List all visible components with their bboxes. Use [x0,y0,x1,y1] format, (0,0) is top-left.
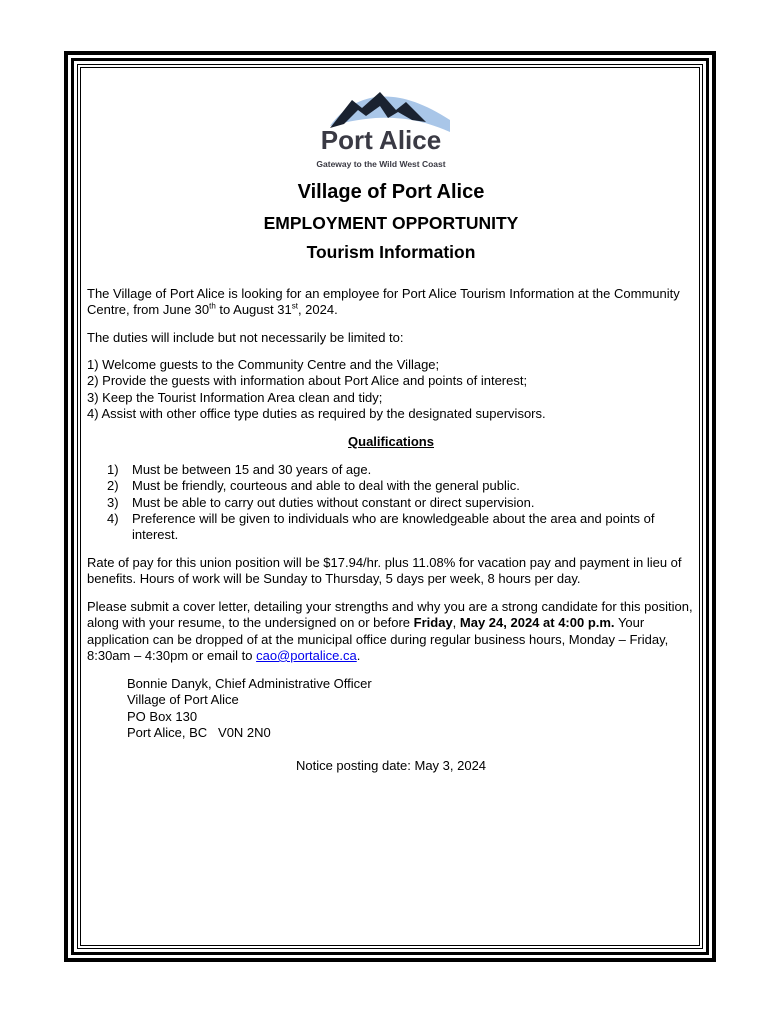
signature-line: Village of Port Alice [127,692,239,708]
email-link[interactable]: cao@portalice.ca [256,647,357,663]
list-item: 1) Must be between 15 and 30 years of age. [107,462,372,477]
qualifications-list [107,462,697,543]
signature-line: Port Alice, BC V0N 2N0 [127,724,271,740]
duties-intro: The duties will include but not necessarily be limited to: [87,330,404,345]
list-item: 2) Must be friendly, courteous and able to deal with the general public. [107,478,520,494]
pay-paragraph: Rate of pay for this union position will be $17.94/hr. plus 11.08% for vacation pay and payment in lieu of benefits. Hours of work will be Sunday to Thursday, 5 days per week, 8 hours per day. [87,555,682,587]
port-alice-logo [300,86,462,172]
signature-line: Bonnie Danyk, Chief Administrative Officer [127,676,372,691]
intro-paragraph: The Village of Port Alice is looking for an employee for Port Alice Tourism Information at the Community Centre, from June 30th to August 31st, 2024. [87,286,680,318]
page-title: Village of Port Alice [297,181,485,203]
logo-tagline: Gateway to the Wild West Coast [316,159,446,169]
signature-line: PO Box 130 [127,708,198,724]
page-subtitle: EMPLOYMENT OPPORTUNITY [263,213,519,233]
list-item: 4) Preference will be given to individuals who are knowledgeable about the area and points of interest. [107,510,655,543]
list-item: 3) Must be able to carry out duties without constant or direct supervision. [107,494,535,510]
qualifications-heading: Qualifications [348,434,434,449]
list-item: 4) Assist with other office type duties as required by the designated supervisors. [87,405,546,421]
apply-paragraph: Please submit a cover letter, detailing your strengths and why you are a strong candidate for this position, along with your resume, to the undersigned on or before Friday, May 24, 2024 at 4:00 p.m. Your application can be dropped of at the municipal office during regular business hours, Monday – Friday, 8:30am – 4:30pm or email to cao@portalice.ca. [87,599,693,663]
list-item: 3) Keep the Tourist Information Area clean and tidy; [87,389,383,405]
position-title: Tourism Information [306,242,476,262]
signature-block [127,676,372,741]
list-item: 2) Provide the guests with information about Port Alice and points of interest; [87,373,528,389]
notice-date: Notice posting date: May 3, 2024 [295,758,487,773]
duties-list [87,357,697,422]
logo-name: Port Alice [320,125,442,155]
list-item: 1) Welcome guests to the Community Centre and the Village; [87,357,440,372]
